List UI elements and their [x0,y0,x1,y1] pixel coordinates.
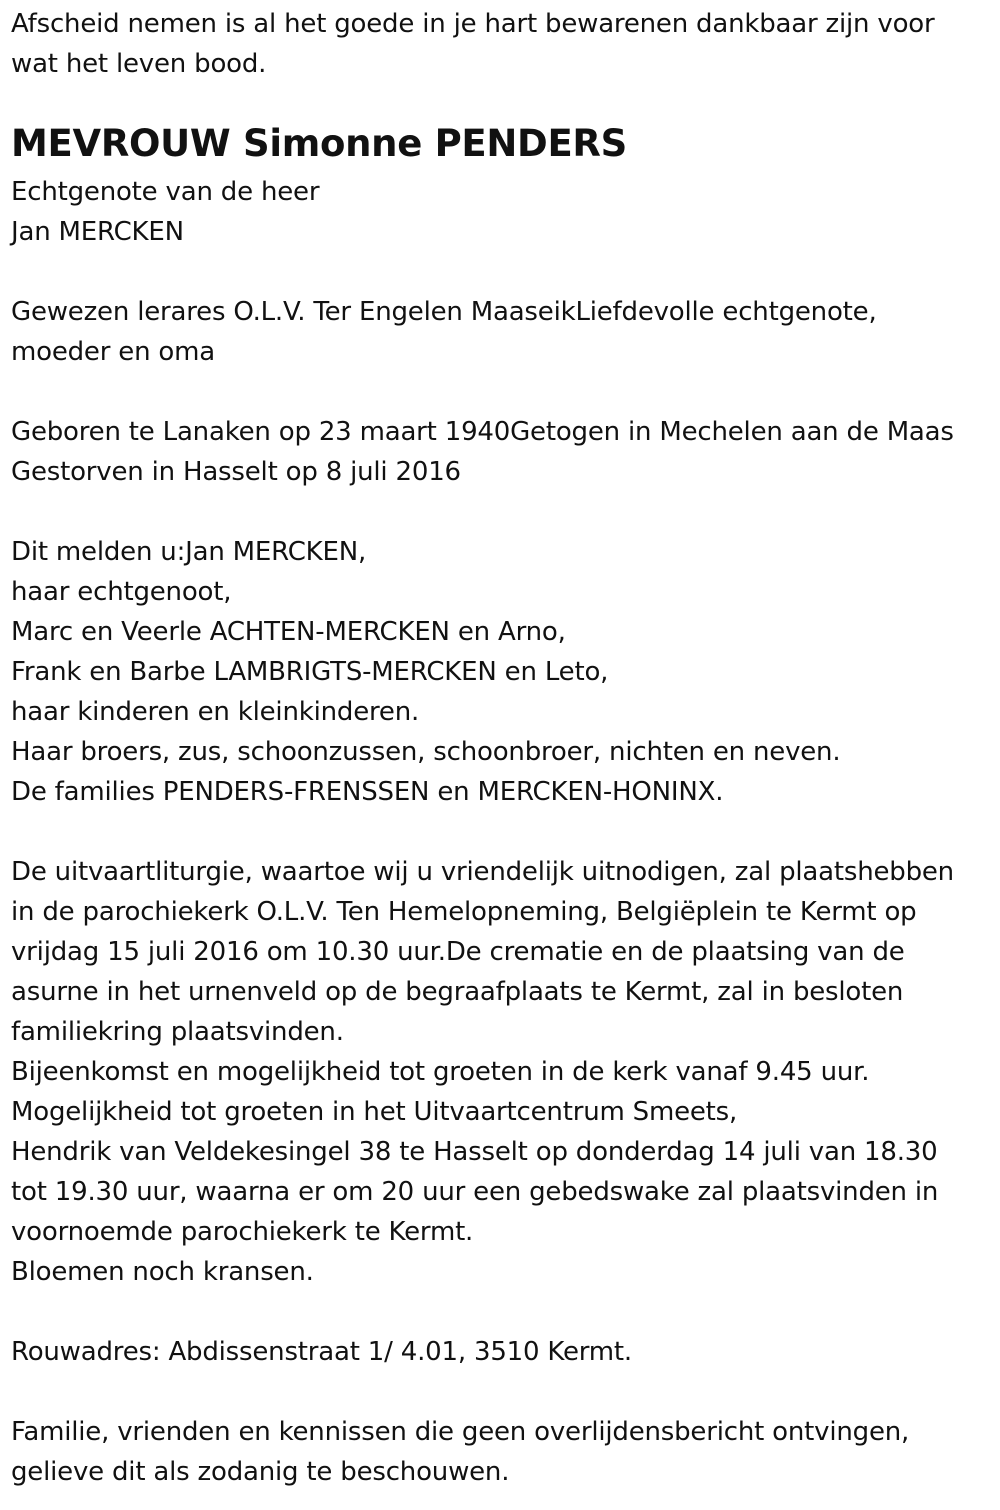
family-section [11,532,996,812]
obituary-document [11,4,996,1492]
spouse-line: Jan MERCKEN [11,217,184,247]
closing-line: gelieve dit als zodanig te beschouwen. [11,1457,510,1487]
spacer [11,1372,996,1412]
ceremony-line: familiekring plaatsvinden. [11,1017,344,1047]
family-line: Frank en Barbe LAMBRIGTS-MERCKEN en Leto, [11,657,609,687]
family-line: haar echtgenoot, [11,577,232,607]
occupation-section [11,292,996,372]
spacer [11,252,996,292]
closing-section [11,1412,996,1492]
spacer [11,1292,996,1332]
spacer [11,812,996,852]
occupation-line: moeder en oma [11,337,215,367]
ceremony-line: Bloemen noch kransen. [11,1257,314,1287]
ceremony-line: Mogelijkheid tot groeten in het Uitvaartcentrum Smeets, [11,1097,738,1127]
spacer [11,492,996,532]
intro-line: Afscheid nemen is al het goede in je hart bewarenen dankbaar zijn voor [11,9,935,39]
ceremony-line: vrijdag 15 juli 2016 om 10.30 uur.De crematie en de plaatsing van de [11,937,905,967]
ceremony-line: De uitvaartliturgie, waartoe wij u vriendelijk uitnodigen, zal plaatshebben [11,857,954,887]
family-line: haar kinderen en kleinkinderen. [11,697,420,727]
ceremony-line: voornoemde parochiekerk te Kermt. [11,1217,474,1247]
spouse-section [11,172,996,252]
closing-line: Familie, vrienden en kennissen die geen overlijdensbericht ontvingen, [11,1417,910,1447]
ceremony-line: in de parochiekerk O.L.V. Ten Hemelopneming, Belgiëplein te Kermt op [11,897,917,927]
ceremony-line: Bijeenkomst en mogelijkheid tot groeten in de kerk vanaf 9.45 uur. [11,1057,870,1087]
ceremony-section [11,852,996,1292]
spouse-line: Echtgenote van de heer [11,177,320,207]
ceremony-line: Hendrik van Veldekesingel 38 te Hasselt op donderdag 14 juli van 18.30 [11,1137,938,1167]
dates-section [11,412,996,492]
dates-line: Gestorven in Hasselt op 8 juli 2016 [11,457,461,487]
family-line: Dit melden u:Jan MERCKEN, [11,537,367,567]
intro-quote [11,4,996,84]
occupation-line: Gewezen lerares O.L.V. Ter Engelen MaaseikLiefdevolle echtgenote, [11,297,877,327]
deceased-name: MEVROUW Simonne PENDERS [11,122,627,165]
family-line: Haar broers, zus, schoonzussen, schoonbroer, nichten en neven. [11,737,841,767]
mourning-address: Rouwadres: Abdissenstraat 1/ 4.01, 3510 Kermt. [11,1337,632,1367]
intro-line: wat het leven bood. [11,49,267,79]
family-line: Marc en Veerle ACHTEN-MERCKEN en Arno, [11,617,566,647]
family-line: De families PENDERS-FRENSSEN en MERCKEN-HONINX. [11,777,724,807]
spacer [11,372,996,412]
ceremony-line: tot 19.30 uur, waarna er om 20 uur een gebedswake zal plaatsvinden in [11,1177,939,1207]
dates-line: Geboren te Lanaken op 23 maart 1940Getogen in Mechelen aan de Maas [11,417,954,447]
ceremony-line: asurne in het urnenveld op de begraafplaats te Kermt, zal in besloten [11,977,904,1007]
